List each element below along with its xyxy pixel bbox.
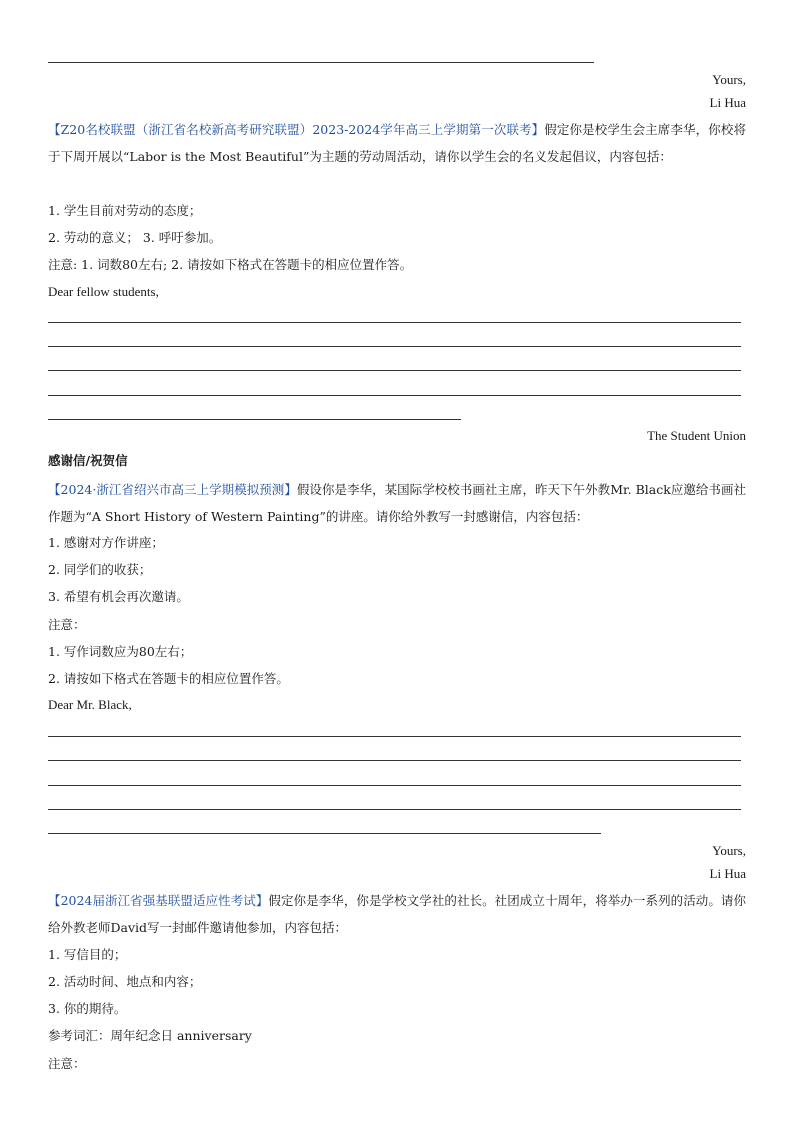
question-2-item-3: 3. 希望有机会再次邀请。	[48, 589, 189, 604]
answer-line	[48, 370, 741, 371]
answer-line	[48, 395, 741, 396]
question-3-note-label: 注意：	[48, 1056, 86, 1071]
question-3-item-3: 3. 你的期待。	[48, 1001, 127, 1016]
answer-line	[48, 62, 594, 63]
question-2-note-label: 注意：	[48, 617, 86, 632]
question-2-note-1: 1. 写作词数应为80左右；	[48, 644, 193, 659]
question-3-item-1: 1. 写信目的；	[48, 947, 127, 962]
answer-line	[48, 833, 601, 834]
answer-line	[48, 322, 741, 323]
question-3-item-2: 2. 活动时间、地点和内容；	[48, 974, 202, 989]
question-1-note: 注意: 1. 词数80左右; 2. 请按如下格式在答题卡的相应位置作答。	[48, 257, 413, 272]
question-2-closing: Yours,	[712, 843, 746, 858]
answer-line	[48, 785, 741, 786]
question-1-prompt	[48, 116, 746, 170]
question-3-source: 【2024届浙江省强基联盟适应性考试】	[48, 893, 269, 908]
question-2-text: 假设你是李华，某国际学校校书画社主席，昨天下午外教Mr. Black应邀给书画社作题为“A Short History of Western Painting”的讲座。请你给外教写一封感谢信，内容包括：	[48, 482, 747, 524]
question-3-text: 假定你是李华，你是学校文学社的社长。社团成立十周年，将举办一系列的活动。请你给外教老师David写一封邮件邀请他参加，内容包括：	[48, 893, 746, 935]
answer-line	[48, 760, 741, 761]
question-2-note-2: 2. 请按如下格式在答题卡的相应位置作答。	[48, 671, 289, 686]
question-1-salutation: Dear fellow students,	[48, 284, 159, 299]
question-1-signature: The Student Union	[647, 428, 746, 443]
question-2-item-2: 2. 同学们的收获；	[48, 562, 152, 577]
section-heading: 感谢信/祝贺信	[48, 453, 128, 468]
answer-line	[48, 419, 461, 420]
question-3-prompt	[48, 887, 746, 941]
signature-text: Li Hua	[709, 95, 746, 110]
question-2-source: 【2024·浙江省绍兴市高三上学期模拟预测】	[48, 482, 297, 497]
question-2-salutation: Dear Mr. Black,	[48, 697, 132, 712]
question-3-vocab: 参考词汇：周年纪念日 anniversary	[48, 1028, 252, 1043]
answer-line	[48, 809, 741, 810]
question-1-text: 假定你是校学生会主席李华，你校将于下周开展以“Labor is the Most Beautiful”为主题的劳动周活动，请你以学生会的名义发起倡议，内容包括：	[48, 122, 746, 164]
closing-text: Yours,	[712, 72, 746, 87]
question-2-prompt	[48, 476, 746, 530]
question-1-item-1: 1. 学生目前对劳动的态度；	[48, 203, 202, 218]
question-2-signature: Li Hua	[709, 866, 746, 881]
answer-line	[48, 736, 741, 737]
answer-line	[48, 346, 741, 347]
question-1-item-2: 2. 劳动的意义； 3. 呼吁参加。	[48, 230, 222, 245]
question-2-item-1: 1. 感谢对方作讲座；	[48, 535, 164, 550]
question-1-source: 【Z20名校联盟（浙江省名校新高考研究联盟）2023-2024学年高三上学期第一次联考】	[48, 122, 545, 137]
